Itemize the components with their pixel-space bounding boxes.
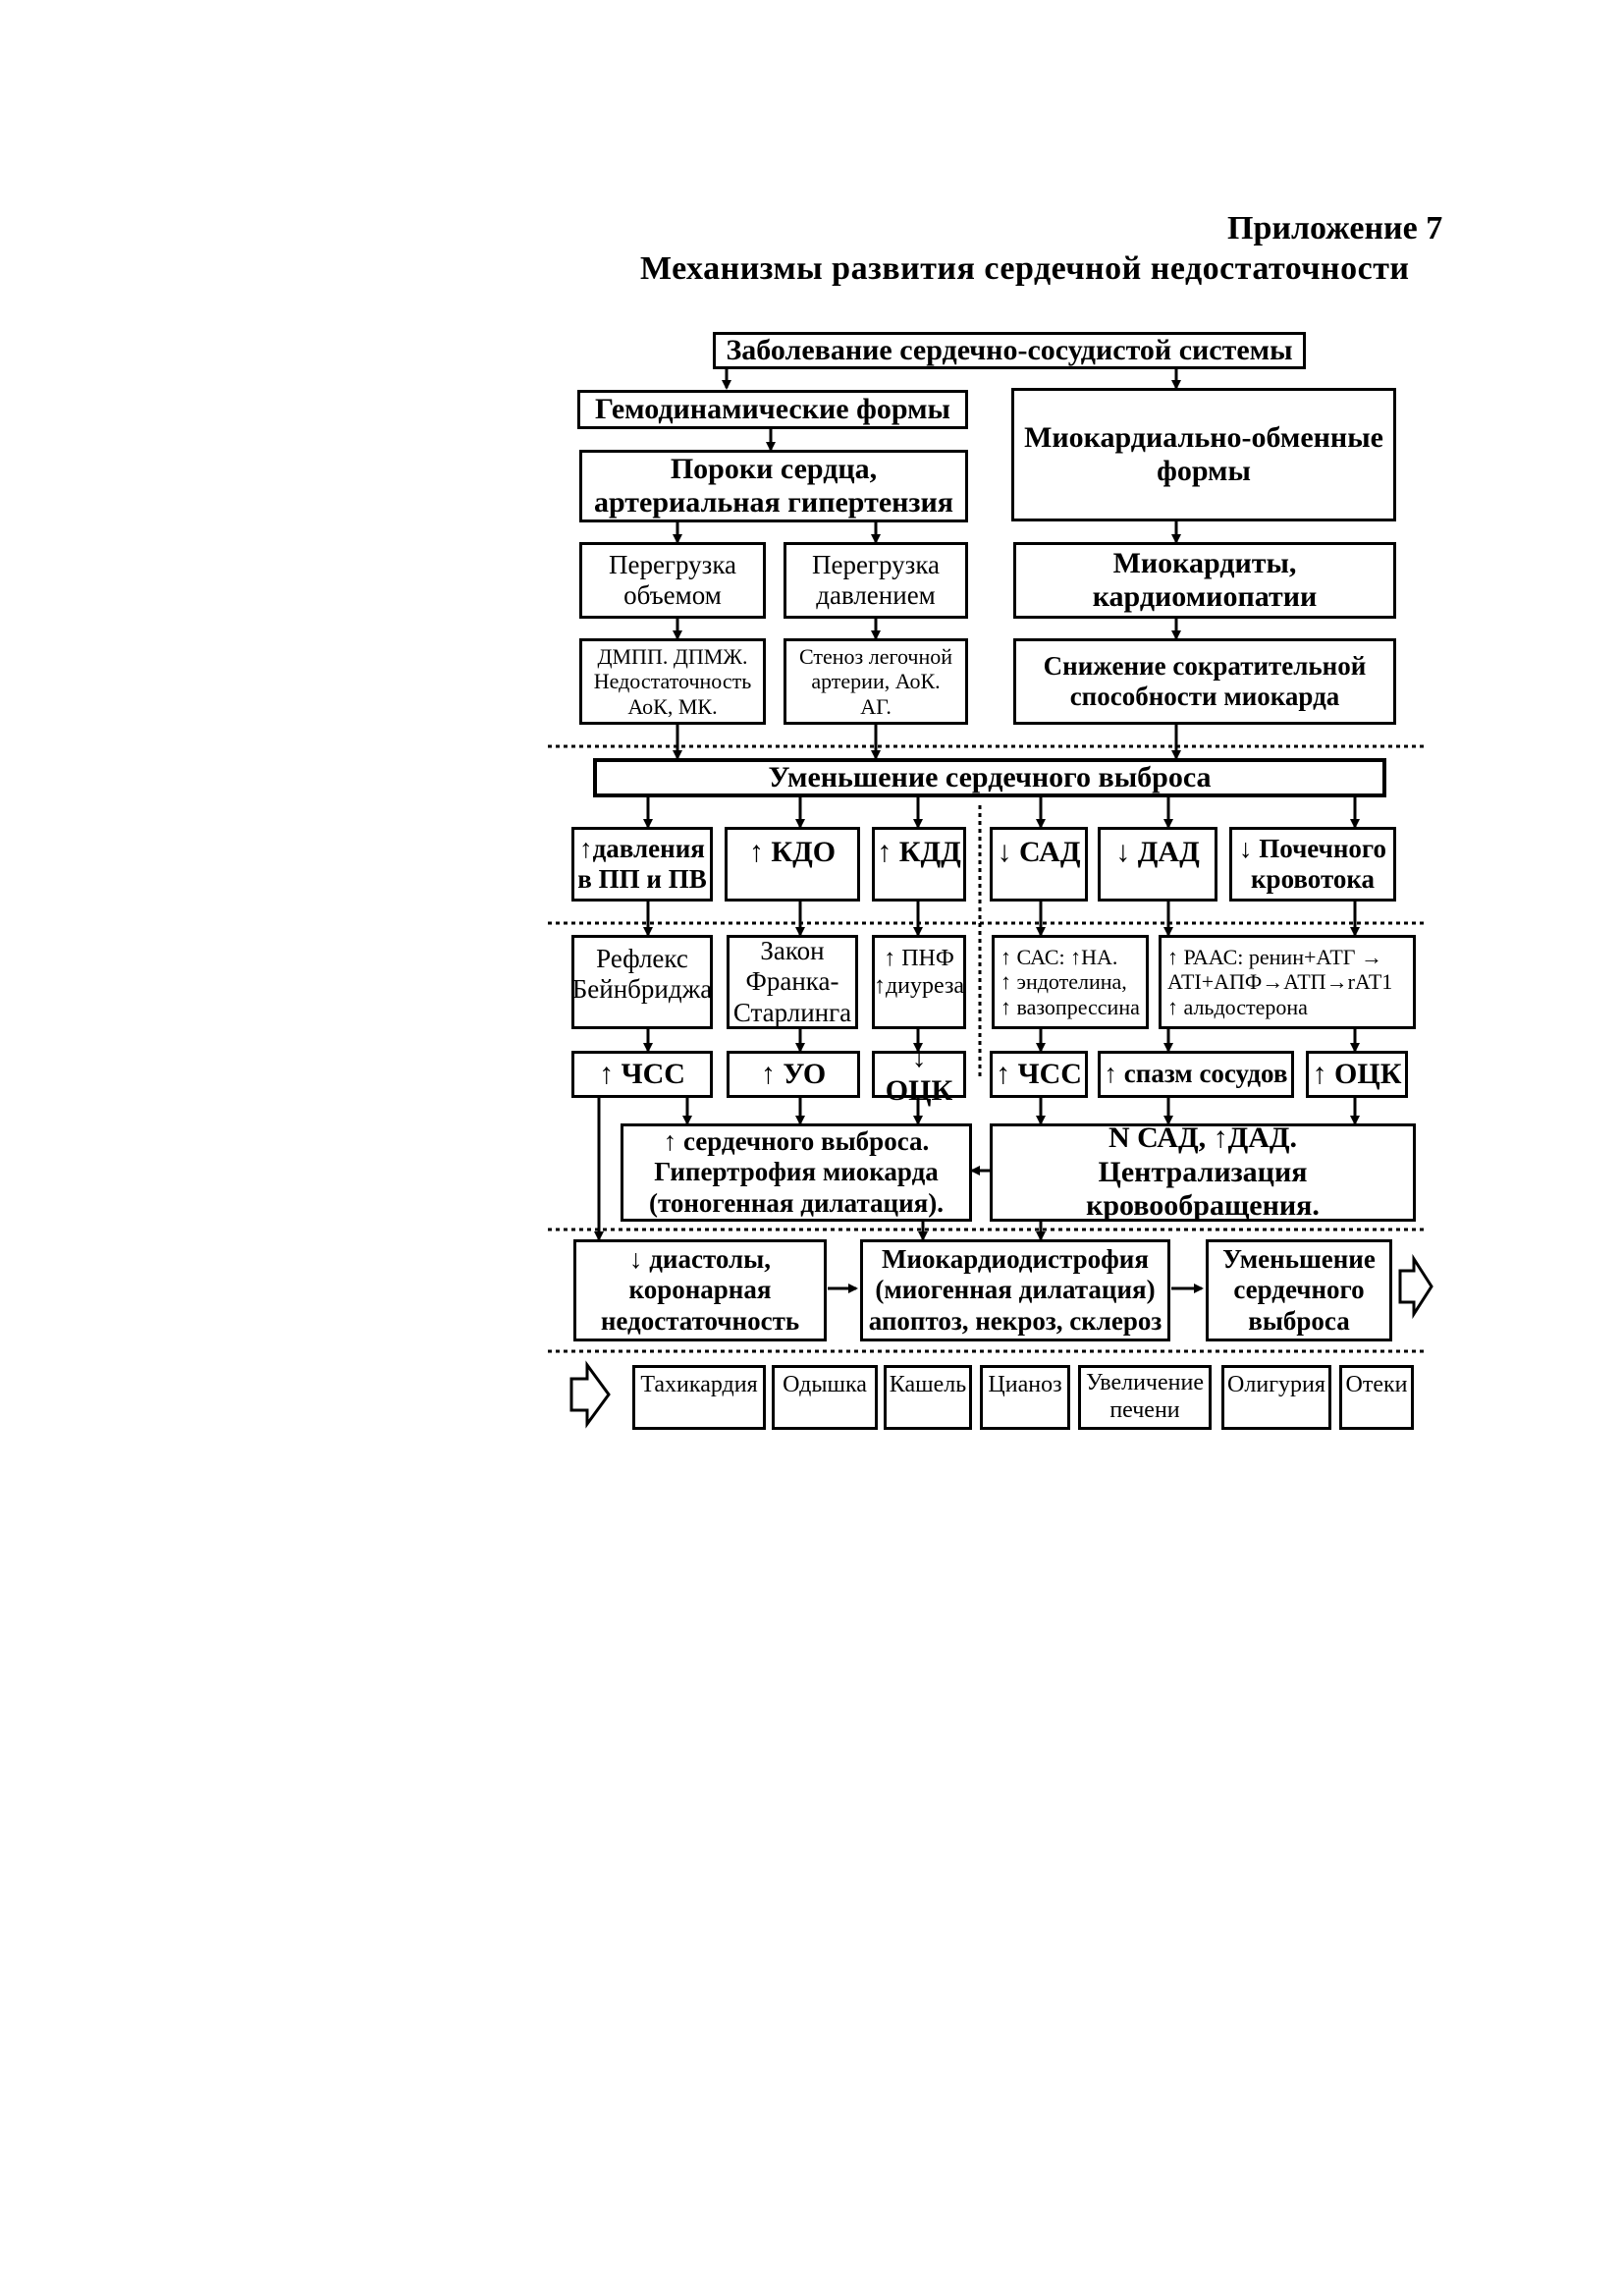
raas-box: ↑ РААС: ренин+АТГ → АТI+АПФ→АТП→rАТ1 ↑ альдостерона xyxy=(1159,935,1416,1029)
output-decrease-2-box: Уменьшение сердечного выброса xyxy=(1206,1239,1392,1341)
symptom-oliguria: Олигурия xyxy=(1221,1365,1331,1430)
symptom-tachycardia: Тахикардия xyxy=(632,1365,766,1430)
output-decrease-box: Уменьшение сердечного выброса xyxy=(593,758,1386,797)
symptom-liver-enlargement: Увеличение печени xyxy=(1078,1365,1212,1430)
page-title: Механизмы развития сердечной недостаточности xyxy=(640,250,1410,287)
defects-box: Пороки сердца, артериальная гипертензия xyxy=(579,450,968,522)
volume-overload-box: Перегрузка объемом xyxy=(579,542,766,619)
disease-box: Заболевание сердечно-сосудистой системы xyxy=(713,332,1306,369)
stroke-volume-box: ↑ УО xyxy=(727,1051,860,1098)
spasm-box: ↑ спазм сосудов xyxy=(1098,1051,1294,1098)
loop-arrow-left-icon xyxy=(571,1365,609,1424)
pressure-overload-box: Перегрузка давлением xyxy=(784,542,968,619)
volume-causes-box: ДМПП. ДПМЖ. Недостаточность АоК, МК. xyxy=(579,638,766,725)
centralization-box: N САД, ↑ДАД. Централизация кровообращения. xyxy=(990,1123,1416,1222)
sas-box: ↑ САС: ↑НА. ↑ эндотелина, ↑ вазопрессина xyxy=(992,935,1149,1029)
symptom-cyanosis: Цианоз xyxy=(980,1365,1070,1430)
symptom-dyspnea: Одышка xyxy=(772,1365,878,1430)
hemodynamic-box: Гемодинамические формы xyxy=(577,390,968,429)
pressure-causes-box: Стеноз легочной артерии, АоК. АГ. xyxy=(784,638,968,725)
appendix-label: Приложение 7 xyxy=(1227,210,1443,246)
symptom-edema: Отеки xyxy=(1339,1365,1414,1430)
hr-left-box: ↑ ЧСС xyxy=(571,1051,713,1098)
sbp-box: ↓ САД xyxy=(990,827,1088,902)
output-increase-box: ↑ сердечного выброса. Гипертрофия миокарда (тоногенная дилатация). xyxy=(621,1123,972,1222)
starling-box: Закон Франка- Старлинга xyxy=(727,935,858,1029)
dbp-box: ↓ ДАД xyxy=(1098,827,1217,902)
symptom-cough: Кашель xyxy=(884,1365,972,1430)
bcv-up-box: ↑ ОЦК xyxy=(1306,1051,1408,1098)
pressure-atria-box: ↑давления в ПП и ПВ xyxy=(571,827,713,902)
dystrophy-box: Миокардиодистрофия (миогенная дилатация) апоптоз, некроз, склероз xyxy=(860,1239,1170,1341)
myocardial-metabolic-box: Миокардиально-обменные формы xyxy=(1011,388,1396,521)
hr-right-box: ↑ ЧСС xyxy=(990,1051,1088,1098)
edp-box: ↑ КДД xyxy=(872,827,966,902)
diastole-box: ↓ диастолы, коронарная недостаточность xyxy=(573,1239,827,1341)
bainbridge-box: Рефлекс Бейнбриджа xyxy=(571,935,713,1029)
myocarditis-box: Миокардиты, кардиомиопатии xyxy=(1013,542,1396,619)
renal-flow-box: ↓ Почечного кровотока xyxy=(1229,827,1396,902)
pnf-box: ↑ ПНФ ↑диуреза xyxy=(872,935,966,1029)
bcv-down-box: ↓ ОЦК xyxy=(872,1051,966,1098)
loop-arrow-right-icon xyxy=(1400,1259,1432,1314)
edv-box: ↑ КДО xyxy=(725,827,860,902)
contractility-box: Снижение сократительной способности миокарда xyxy=(1013,638,1396,725)
